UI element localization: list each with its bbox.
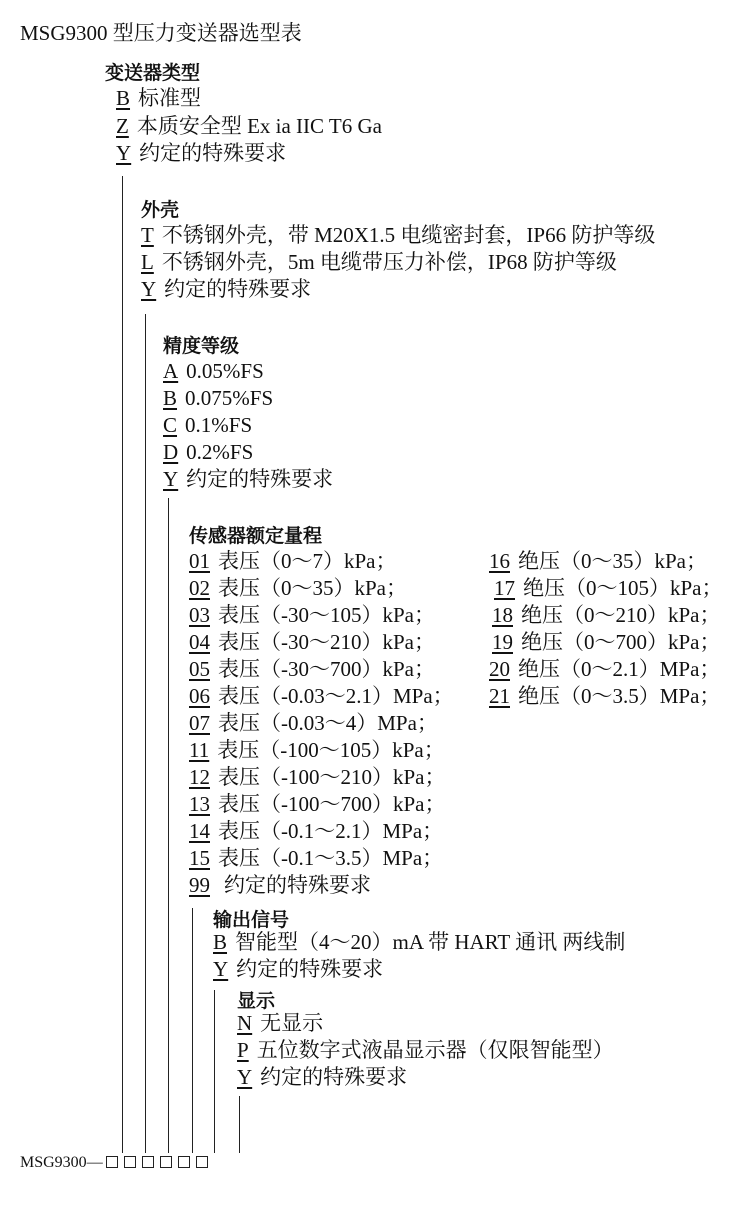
option-text: 绝压（0～105）kPa； [523,576,723,600]
option-text: 0.075%FS [185,386,274,410]
option-text: 表压（-30～700）kPa； [218,657,435,681]
option-text: 表压（0～35）kPa； [218,576,407,600]
option-text: 不锈钢外壳，带 M20X1.5 电缆密封套，IP66 防护等级 [161,223,656,247]
option-text: 不锈钢外壳，5m 电缆带压力补偿，IP68 防护等级 [161,250,617,274]
option-code: Y [141,277,157,301]
code-box [178,1156,190,1168]
option-row [141,252,617,273]
option-text: 绝压（0～700）kPa； [521,630,721,654]
model-code [20,1154,211,1172]
option-text: 绝压（0～2.1）MPa； [518,657,721,681]
option-code: C [163,413,178,437]
option-row [237,1040,614,1061]
option-code: Y [163,467,179,491]
model-name: MSG9300 [20,1154,87,1171]
option-row [116,116,382,137]
option-code: 13 [189,792,210,816]
range-row [189,821,443,842]
option-code: 07 [189,711,210,735]
connector-line-type [122,176,123,1153]
option-text: 表压（-0.1～3.5）MPa； [218,846,444,870]
option-text: 五位数字式液晶显示器（仅限智能型） [256,1038,614,1062]
option-text: 表压（-0.03～4）MPa； [218,711,438,735]
option-code: 21 [489,684,510,708]
option-code: 03 [189,603,210,627]
option-code: B [213,930,228,954]
range-row [492,605,721,626]
option-code: B [163,386,178,410]
option-text: 0.05%FS [186,359,264,383]
option-code: T [141,223,154,247]
option-row [141,279,311,300]
option-text: 标准型 [138,86,202,110]
page-title: MSG9300 型压力变送器选型表 [20,21,302,45]
option-code: 02 [189,576,210,600]
range-row [189,875,371,896]
code-box [160,1156,172,1168]
option-code: 05 [189,657,210,681]
section-header-sensor-range: 传感器额定量程 [189,525,323,547]
option-code: 18 [492,603,513,627]
range-row [189,578,407,599]
option-text: 0.2%FS [186,440,254,464]
range-row [494,578,723,599]
connector-line-range [192,908,193,1153]
option-text: 绝压（0～35）kPa； [518,549,707,573]
option-text: 约定的特殊要求 [260,1065,408,1089]
option-text: 约定的特殊要求 [139,141,287,165]
option-text: 智能型（4～20）mA 带 HART 通讯 两线制 [235,930,626,954]
option-text: 本质安全型 Ex ia IIC T6 Ga [136,114,382,138]
option-text: 无显示 [260,1011,324,1035]
option-text: 约定的特殊要求 [186,467,334,491]
option-text: 表压（-0.1～2.1）MPa； [218,819,444,843]
option-row [163,469,333,490]
option-row [163,388,273,409]
option-text: 表压（-100～210）kPa； [218,765,446,789]
code-box [142,1156,154,1168]
option-row [163,442,253,463]
section-header-output-signal: 输出信号 [213,909,290,931]
option-code: 12 [189,765,210,789]
range-row [189,848,443,869]
option-row [141,225,655,246]
option-code: B [116,86,131,110]
section-header-accuracy: 精度等级 [163,335,240,357]
option-code: Y [237,1065,253,1089]
option-text: 表压（-30～105）kPa； [218,603,435,627]
section-header-transmitter-type: 变送器类型 [105,62,201,84]
section-header-housing: 外壳 [141,199,180,221]
range-row [489,551,707,572]
range-row [189,740,445,761]
option-code: A [163,359,179,383]
code-box [124,1156,136,1168]
option-text: 表压（-100～700）kPa； [218,792,446,816]
option-text: 表压（-0.03～2.1）MPa； [218,684,454,708]
connector-line-housing [145,314,146,1153]
range-row [492,632,721,653]
range-row [189,632,435,653]
range-row [489,659,720,680]
option-text: 约定的特殊要求 [224,873,371,897]
option-row [163,361,264,382]
option-code: Y [116,141,132,165]
option-code: 15 [189,846,210,870]
option-text: 表压（-100～105）kPa； [217,738,445,762]
option-row [116,88,201,109]
option-text: 绝压（0～210）kPa； [521,603,721,627]
range-row [189,659,435,680]
range-row [189,713,438,734]
option-row [213,959,383,980]
option-code: 16 [489,549,510,573]
option-text: 约定的特殊要求 [236,957,384,981]
option-code: N [237,1011,253,1035]
option-code: 01 [189,549,210,573]
option-row [237,1067,407,1088]
option-code: Z [116,114,129,138]
connector-line-display [239,1096,240,1153]
option-row [116,143,286,164]
connector-line-accuracy [168,498,169,1153]
option-code: 19 [492,630,513,654]
range-row [189,767,446,788]
range-row [189,794,446,815]
option-code: 06 [189,684,210,708]
connector-line-output [214,990,215,1153]
option-code: 99 [189,873,210,897]
model-dash: — [86,1154,103,1171]
option-code: 04 [189,630,210,654]
option-text: 绝压（0～3.5）MPa； [518,684,721,708]
option-code: Y [213,957,229,981]
option-code: L [141,250,154,274]
code-box [106,1156,118,1168]
range-row [189,605,435,626]
option-row [237,1013,323,1034]
option-code: 17 [494,576,515,600]
option-text: 表压（-30～210）kPa； [218,630,435,654]
range-row [189,686,454,707]
code-box [196,1156,208,1168]
option-text: 约定的特殊要求 [164,277,312,301]
option-row [163,415,252,436]
option-code: P [237,1038,249,1062]
option-text: 表压（0～7）kPa； [218,549,397,573]
option-text: 0.1%FS [185,413,253,437]
option-code: 11 [189,738,210,762]
section-header-display: 显示 [237,990,276,1012]
option-code: 14 [189,819,210,843]
range-row [489,686,720,707]
range-row [189,551,397,572]
option-code: D [163,440,179,464]
option-code: 20 [489,657,510,681]
option-row [213,932,625,953]
